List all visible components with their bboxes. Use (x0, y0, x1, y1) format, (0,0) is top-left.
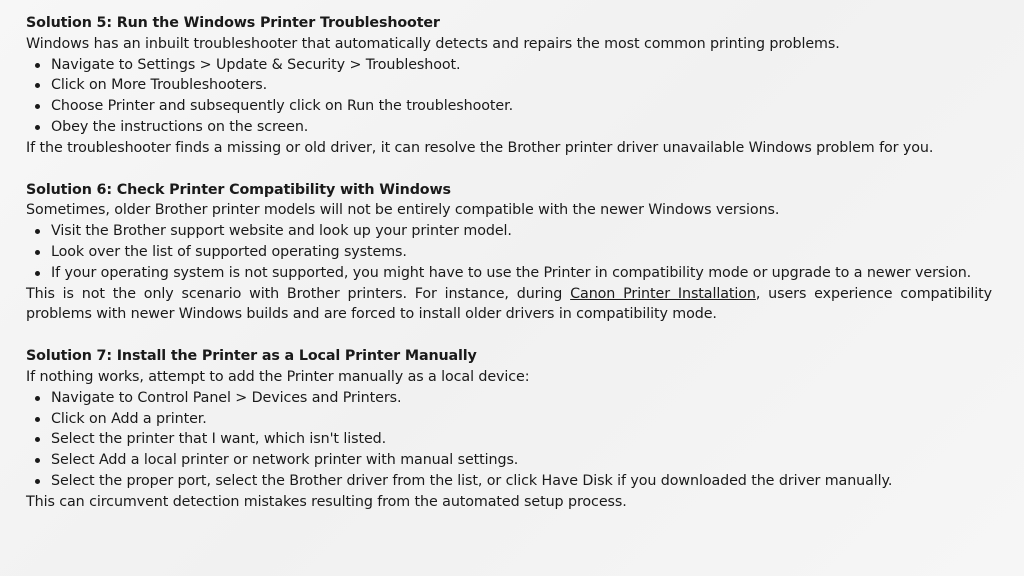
solution-5-steps (26, 55, 992, 138)
list-item (26, 450, 992, 471)
list-item (26, 242, 992, 263)
bullet-icon (35, 63, 40, 68)
solution-6-heading: Solution 6: Check Printer Compatibility with Windows (26, 181, 451, 198)
list-item (26, 117, 992, 138)
list-item-text: Visit the Brother support website and look up your printer model. (51, 223, 512, 240)
bullet-icon (35, 479, 40, 484)
list-item-text: Choose Printer and subsequently click on Run the troubleshooter. (51, 98, 514, 115)
solution-6-outro-start: This is not the only scenario with Brother printers. For instance, during (26, 285, 571, 302)
bullet-icon (35, 417, 40, 422)
solution-7-outro: This can circumvent detection mistakes resulting from the automated setup process. (26, 493, 627, 510)
bullet-icon (35, 250, 40, 255)
list-item-text: Navigate to Control Panel > Devices and Printers. (51, 389, 402, 406)
solution-7-section (26, 346, 992, 512)
bullet-icon (35, 229, 40, 234)
list-item-text: Select the printer that I want, which isn't listed. (51, 431, 387, 448)
bullet-icon (35, 458, 40, 463)
solution-5-heading: Solution 5: Run the Windows Printer Troubleshooter (26, 15, 440, 31)
solution-5-section (26, 13, 992, 159)
solution-5-outro: If the troubleshooter finds a missing or old driver, it can resolve the Brother printer driver unavailable Windows problem for you. (26, 139, 934, 156)
list-item-text: Select the proper port, select the Brother driver from the list, or click Have Disk if you downloaded the driver manually. (51, 472, 893, 489)
list-item-text: Click on Add a printer. (51, 410, 207, 427)
bullet-icon (35, 396, 40, 401)
list-item (26, 388, 992, 409)
solution-6-outro-end: , users experience compatibility problems with newer Windows builds and are forced to install older drivers in compatibility mode. (26, 285, 992, 323)
list-item (26, 75, 992, 96)
solution-6-steps (26, 221, 992, 283)
solution-7-heading: Solution 7: Install the Printer as a Local Printer Manually (26, 348, 477, 365)
list-item (26, 429, 992, 450)
solution-7-intro: If nothing works, attempt to add the Printer manually as a local device: (26, 368, 530, 385)
bullet-icon (35, 83, 40, 88)
solution-7-steps (26, 388, 992, 492)
solution-6-section (26, 180, 992, 326)
bullet-icon (35, 437, 40, 442)
article-body (26, 13, 992, 534)
bullet-icon (35, 125, 40, 130)
list-item (26, 409, 992, 430)
solution-6-outro (26, 284, 992, 326)
list-item (26, 96, 992, 117)
bullet-icon (35, 271, 40, 276)
solution-6-intro: Sometimes, older Brother printer models will not be entirely compatible with the newer Windows versions. (26, 202, 780, 219)
list-item-text: Obey the instructions on the screen. (51, 118, 309, 135)
list-item-text: Click on More Troubleshooters. (51, 77, 268, 94)
canon-printer-installation-link[interactable]: Canon Printer Installation (570, 285, 756, 302)
list-item (26, 55, 992, 76)
list-item-text: Select Add a local printer or network printer with manual settings. (51, 452, 519, 469)
list-item-text: Navigate to Settings > Update & Security > Troubleshoot. (51, 56, 461, 73)
list-item-text: If your operating system is not supported, you might have to use the Printer in compatibility mode or upgrade to a newer version. (51, 264, 972, 281)
solution-5-intro: Windows has an inbuilt troubleshooter that automatically detects and repairs the most common printing problems. (26, 35, 840, 52)
list-item (26, 471, 992, 492)
list-item-text: Look over the list of supported operating systems. (51, 243, 407, 260)
list-item (26, 263, 992, 284)
list-item (26, 221, 992, 242)
bullet-icon (35, 104, 40, 109)
